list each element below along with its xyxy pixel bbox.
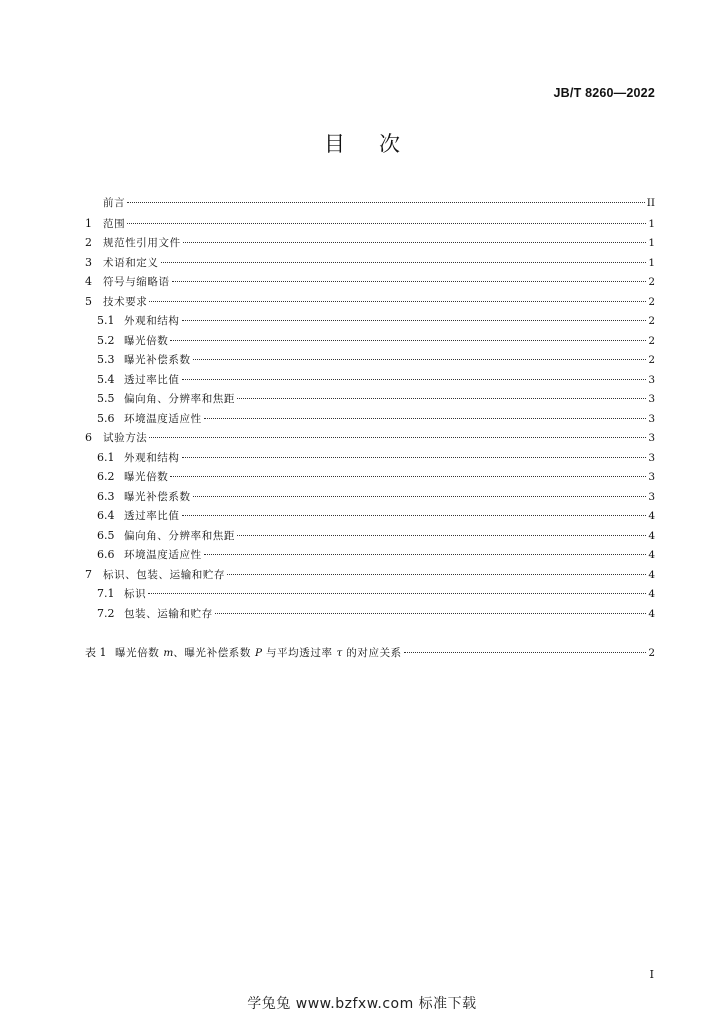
toc-entry[interactable] xyxy=(85,506,655,526)
toc-entry-number: 5.6 xyxy=(97,411,115,425)
standard-number: JB/T 8260—2022 xyxy=(553,86,655,100)
toc-table-title-text: 与平均透过率 xyxy=(262,647,337,659)
toc-entry-title: 曝光倍数 xyxy=(124,334,169,347)
toc-entry-title: 外观和结构 xyxy=(124,451,180,464)
toc-dot-leader xyxy=(182,457,647,458)
toc-entry-page: II xyxy=(646,197,655,209)
watermark: 学兔兔 www.bzfxw.com 标准下载 xyxy=(247,996,477,1012)
toc-entry-page: 2 xyxy=(648,276,655,288)
toc-entry-page: 4 xyxy=(648,529,655,542)
toc-entry-number: 5.3 xyxy=(97,353,115,366)
toc-dot-leader xyxy=(161,262,647,263)
toc-entry-number: 6 xyxy=(85,431,92,444)
toc-entry-number: 3 xyxy=(85,255,92,269)
toc-dot-leader xyxy=(182,320,647,321)
toc-entry-title: 曝光倍数 xyxy=(124,471,169,483)
toc-entry-title: 偏向角、分辨率和焦距 xyxy=(124,393,235,405)
toc-entry[interactable] xyxy=(85,370,655,390)
toc-entry[interactable] xyxy=(85,233,655,253)
toc-entry-title: 标识 xyxy=(124,588,147,600)
toc-table-number: 表 1 xyxy=(85,646,107,659)
toc-entry-page: 3 xyxy=(648,490,655,503)
toc-entry-page: 4 xyxy=(648,549,655,561)
toc-dot-leader xyxy=(148,593,646,594)
toc-entry[interactable] xyxy=(85,311,655,331)
toc-table-title-text: 的对应关系 xyxy=(342,647,402,659)
toc-entry-page: 3 xyxy=(648,451,655,464)
toc-entry-page: 4 xyxy=(648,568,655,581)
toc-table-title-text: 、曝光补偿系数 xyxy=(173,647,255,659)
toc-entry[interactable] xyxy=(85,604,655,624)
toc-entry[interactable] xyxy=(85,545,655,565)
toc-entry[interactable] xyxy=(85,331,655,351)
toc-dot-leader xyxy=(182,379,647,380)
toc-entry-number: 1 xyxy=(85,216,92,230)
math-symbol: τ xyxy=(336,647,343,659)
toc-dot-leader xyxy=(149,301,646,302)
toc-entry-title: 包装、运输和贮存 xyxy=(124,607,213,620)
toc-dot-leader xyxy=(127,223,646,224)
toc-entry-number: 6.5 xyxy=(97,528,115,542)
toc-dot-leader xyxy=(204,418,647,419)
toc-dot-leader xyxy=(404,652,647,653)
toc-entry[interactable] xyxy=(85,409,655,429)
toc-entry-page: 3 xyxy=(648,373,655,386)
toc-entry-title: 技术要求 xyxy=(103,295,148,308)
toc-entry-page: 2 xyxy=(648,354,655,366)
toc-entry-title: 透过率比值 xyxy=(124,510,180,522)
math-symbol: P xyxy=(254,647,263,659)
toc-dot-leader xyxy=(172,281,647,282)
toc-dot-leader xyxy=(215,613,647,614)
toc-entry-number: 6.2 xyxy=(97,470,115,483)
toc-entry-number: 6.3 xyxy=(97,489,115,503)
toc-entry[interactable] xyxy=(85,584,655,604)
toc-entry-page: 1 xyxy=(648,256,655,269)
page-number: I xyxy=(649,968,654,981)
toc-table-entry[interactable] xyxy=(85,643,655,663)
toc-entry-title: 术语和定义 xyxy=(103,256,159,269)
toc-entry-number: 5 xyxy=(85,294,92,308)
toc-dot-leader xyxy=(193,359,647,360)
toc-dot-leader xyxy=(204,554,647,555)
toc-entry-page: 4 xyxy=(648,510,655,522)
toc-dot-leader xyxy=(237,535,646,536)
toc-dot-leader xyxy=(170,340,646,341)
toc-entry-page: 2 xyxy=(648,295,655,308)
toc-entry[interactable] xyxy=(85,526,655,546)
toc-entry-page: 3 xyxy=(648,412,655,425)
toc-entry-title: 前言 xyxy=(103,197,126,209)
toc-entry[interactable] xyxy=(85,272,655,292)
toc-entry-page: 3 xyxy=(648,471,655,483)
toc-entry-number: 7 xyxy=(85,567,92,581)
toc-entry-page: 2 xyxy=(648,315,655,327)
toc-dot-leader xyxy=(127,202,645,203)
toc-dot-leader xyxy=(149,437,646,438)
toc-entry-title: 环境温度适应性 xyxy=(124,412,202,425)
toc-entry-title: 偏向角、分辨率和焦距 xyxy=(124,529,235,542)
toc-entry-number: 5.5 xyxy=(97,392,115,405)
toc-entry-title: 符号与缩略语 xyxy=(103,276,170,288)
toc-entry-title: 规范性引用文件 xyxy=(103,237,181,249)
toc-entry-number: 7.2 xyxy=(97,606,115,620)
toc-entry[interactable] xyxy=(85,292,655,312)
math-symbol: m xyxy=(163,647,174,659)
toc-entry-title: 曝光补偿系数 xyxy=(124,354,191,366)
toc-entry-title: 范围 xyxy=(103,217,126,230)
toc-entry-page: 3 xyxy=(648,432,655,444)
toc-entry-title: 标识、包装、运输和贮存 xyxy=(103,568,226,581)
toc-entry[interactable] xyxy=(85,350,655,370)
toc-entry-number: 6.4 xyxy=(97,509,115,522)
toc-entry-number: 6.6 xyxy=(97,548,115,561)
toc-entry-page: 1 xyxy=(648,217,655,230)
toc-entry[interactable] xyxy=(85,448,655,468)
toc-entry-number: 4 xyxy=(85,275,92,288)
toc-entry-number: 5.4 xyxy=(97,372,115,386)
page-title: 目次 xyxy=(324,132,434,156)
table-of-contents xyxy=(85,194,655,663)
toc-entry-page: 4 xyxy=(648,607,655,620)
toc-entry-page: 3 xyxy=(648,393,655,405)
toc-dot-leader xyxy=(193,496,647,497)
toc-entry-number: 2 xyxy=(85,236,92,249)
toc-entry[interactable] xyxy=(85,214,655,234)
toc-entry-page: 4 xyxy=(648,588,655,600)
toc-entry[interactable] xyxy=(85,565,655,585)
toc-entry-number: 7.1 xyxy=(97,587,115,600)
toc-entry[interactable] xyxy=(85,253,655,273)
toc-table-page: 2 xyxy=(648,647,655,659)
toc-table-title xyxy=(115,644,402,664)
toc-entry-page: 2 xyxy=(648,334,655,347)
toc-entry-title: 透过率比值 xyxy=(124,373,180,386)
toc-dot-leader xyxy=(237,398,646,399)
toc-entry-page: 1 xyxy=(648,237,655,249)
toc-entry-number: 6.1 xyxy=(97,450,115,464)
toc-entry[interactable] xyxy=(85,194,655,214)
toc-dot-leader xyxy=(170,476,646,477)
toc-entry-title: 环境温度适应性 xyxy=(124,549,202,561)
toc-entry[interactable] xyxy=(85,487,655,507)
toc-dot-leader xyxy=(182,515,647,516)
toc-entry-number: 5.2 xyxy=(97,333,115,347)
toc-dot-leader xyxy=(183,242,647,243)
toc-entry-number: 5.1 xyxy=(97,314,115,327)
toc-entry[interactable] xyxy=(85,428,655,448)
toc-entry[interactable] xyxy=(85,467,655,487)
toc-entry[interactable] xyxy=(85,389,655,409)
toc-entry-title: 曝光补偿系数 xyxy=(124,490,191,503)
toc-table-title-text: 曝光倍数 xyxy=(115,647,164,659)
toc-dot-leader xyxy=(227,574,646,575)
toc-entry-title: 试验方法 xyxy=(103,432,148,444)
toc-entry-title: 外观和结构 xyxy=(124,315,180,327)
